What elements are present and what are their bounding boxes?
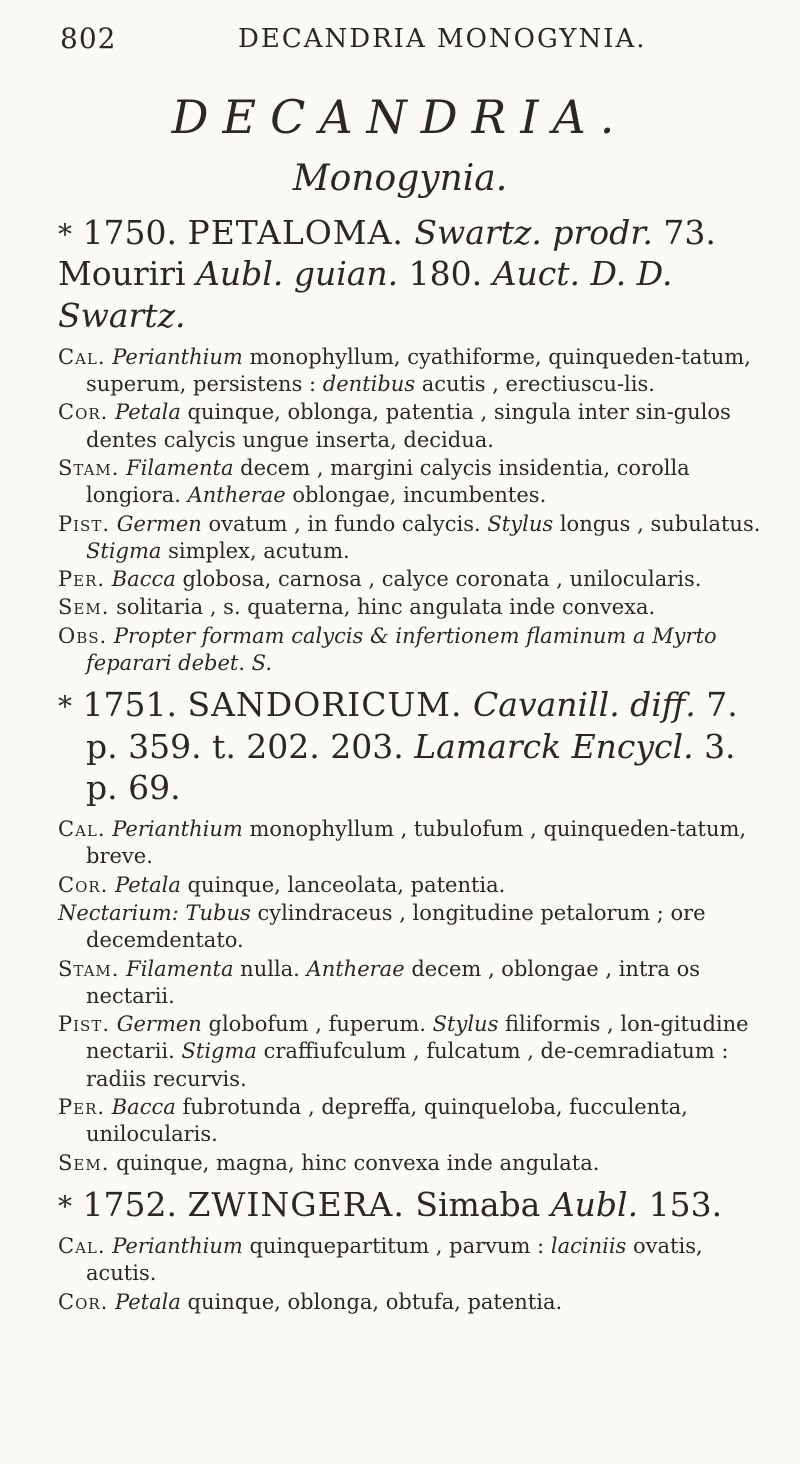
entry-term: Filamenta [126,455,234,480]
entry-text: quinque, lanceolata, patentia. [187,872,506,897]
body-text [58,212,770,1317]
entry-term: Nectarium: [58,900,179,925]
asterisk-mark: * [58,1189,72,1223]
description-entry [58,872,770,899]
synonym-pages: 180. [408,254,483,294]
entry-label: Stam. [58,455,120,480]
entry-text: nulla. [240,956,300,981]
order-title: Monogynia. [292,158,508,199]
description-entry [58,566,770,593]
entry-term: Bacca [111,567,176,592]
entry-term: Tubus [185,900,251,925]
entry-label: Cal. [58,1234,106,1259]
entry-label: Pist. [58,1012,111,1037]
description-entry [58,623,770,678]
entry-text: quinque, magna, hinc convexa inde angulata. [116,1150,600,1175]
entry-term: Stylus [487,511,554,536]
entry-text: simplex, acutum. [168,538,350,563]
description-entry [58,344,770,399]
genus-name: ZWINGERA. [187,1184,405,1224]
genus-number: 1751. [82,685,177,725]
asterisk-mark: * [58,218,72,251]
description-entry [58,594,770,621]
genus-reference-pages: 3. [704,726,736,766]
entry-label: Cor. [58,1289,109,1314]
entry-term: Perianthium [112,817,243,842]
entry-text: quinque, oblonga, obtufa, patentia. [187,1289,563,1314]
entry-text: solitaria , s. quaterna, hinc angulata inde convexa. [116,595,656,620]
entry-text: oblongae, incumbentes. [292,483,547,508]
description-entry [58,1150,770,1177]
synonym-author: Aubl. guian. [196,254,399,294]
entry-term: laciniis [550,1234,627,1259]
entry-label: Pist. [58,511,111,536]
entry-label: Sem. [58,1150,110,1175]
description-entry [58,1233,770,1288]
genus-reference: Swartz. prodr. [414,213,653,252]
page-header [60,22,760,62]
entry-text: acutis , erectiuscu-lis. [421,372,655,397]
entry-label: Cor. [58,872,109,897]
genus-synonym: Mouriri [58,254,186,294]
description-entry [58,900,770,955]
genus-heading [58,684,770,808]
genus-reference-pages: 153. [648,1184,723,1224]
entry-term: Petala [115,400,181,425]
entry-term: Stylus [432,1012,499,1037]
asterisk-mark: * [58,690,72,724]
genus-number: 1752. [82,1184,177,1224]
entry-term: Perianthium [112,1234,243,1259]
entry-text: globofum , fuperum. [208,1012,426,1037]
entry-term: Filamenta [126,956,234,981]
auctor-name: Swartz. [58,295,186,335]
genus-reference: Cavanill. diff. [473,685,696,725]
entry-term: Stigma [86,538,162,563]
entry-text: cylindraceus , longitudine petalorum ; ore decemdentato. [86,900,706,953]
reference-line: p. 69. [86,767,181,807]
entry-label: Sem. [58,595,110,620]
entry-text: decem , oblongae , intra os nectarii. [86,956,701,1008]
entry-label: Obs. [58,623,108,648]
entry-text: filiformis , lon-gitudine nectarii. [86,1012,749,1064]
entry-term: Bacca [111,1095,176,1120]
description-entry [58,399,770,454]
description-entry [58,816,770,871]
entry-term: Antherae [306,956,405,981]
entry-term: Propter formam calycis & infertionem flaminum a Myrto feparari debet. S. [86,623,717,676]
description-entry [58,455,770,510]
entry-text: monophyllum , tubulofum , quinqueden-tatum, breve. [86,817,747,869]
entry-term: Perianthium [112,344,243,369]
genus-heading [58,1184,770,1225]
genus-name: SANDORICUM. [187,685,463,725]
entry-label: Cal. [58,817,106,842]
genus-reference: Lamarck Encycl. [414,726,694,766]
entry-term: Antherae [187,483,286,508]
entry-term: Petala [115,872,181,897]
reference-line: p. 359. t. 202. 203. [86,726,404,766]
entry-term: Petala [115,1289,181,1314]
entry-term: dentibus [322,372,416,397]
genus-synonym: Simaba [415,1184,541,1224]
entry-text: ovatum , in fundo calycis. [208,511,481,536]
entry-label: Per. [58,567,106,592]
class-title: DECANDRIA. [171,90,629,144]
genus-heading [58,212,770,336]
description-entry [58,1094,770,1149]
entry-text: ovatis, acutis. [86,1234,703,1286]
entry-term: Stigma [181,1039,257,1064]
entry-text: monophyllum, cyathiforme, quinqueden-tatum, superum, persistens : [86,344,751,397]
auctor-note: Auct. D. D. [492,254,673,294]
entry-label: Cal. [58,344,106,369]
entry-term: Germen [116,511,202,536]
genus-reference-pages: 7. [706,685,738,725]
description-entry [58,956,770,1011]
entry-text: quinque, oblonga, patentia , singula inter sin-gulos dentes calycis ungue inserta, decidua. [86,400,731,452]
page-number: 802 [60,22,117,55]
entry-text: longus , subulatus. [559,511,761,536]
entry-text: globosa, carnosa , calyce coronata , unilocularis. [182,567,702,592]
description-entry [58,1289,770,1316]
entry-text: craffiufculum , fulcatum , de-cemradiatum : radiis recurvis. [86,1039,729,1091]
entry-label: Per. [58,1095,106,1120]
genus-name: PETALOMA. [187,213,404,252]
entry-text: fubrotunda , depreffa, quinqueloba, fucculenta, unilocularis. [86,1095,688,1147]
entry-text: decem , margini calycis insidentia, corolla longiora. [86,455,690,508]
description-entry [58,511,770,566]
description-entry [58,1011,770,1093]
entry-term: Germen [116,1012,202,1037]
synonym-author: Aubl. [550,1184,639,1224]
entry-label: Stam. [58,956,120,981]
entry-text: quinquepartitum , parvum : [249,1234,545,1259]
running-head: DECANDRIA MONOGYNIA. [238,24,647,54]
entry-label: Cor. [58,400,109,425]
genus-reference-pages: 73. [663,213,716,252]
genus-number: 1750. [82,213,177,252]
